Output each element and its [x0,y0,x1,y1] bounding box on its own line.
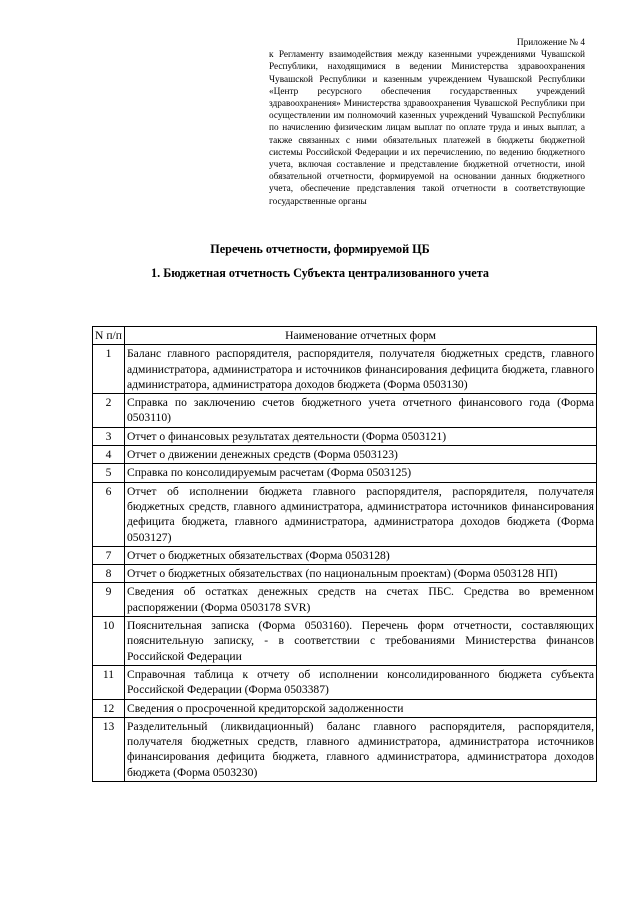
row-num: 1 [93,345,125,394]
row-name: Отчет о движении денежных средств (Форма 0503123) [125,446,597,464]
page-title: Перечень отчетности, формируемой ЦБ [210,242,430,256]
appendix-text: к Регламенту взаимодействия между казенными учреждениями Чувашской Республики, находящимися в ведении Министерства здравоохранения Чувашской Республики и казенным учреждением Чувашской Республики «Центр ресурсного обеспечения государственных учреждений здравоохранения» Министерства здравоохранения Чувашской Республики при осуществлении им полномочий казенных учреждений Чувашской Республики по начислению физическим лицам выплат по оплате труда и иных выплат, а также связанных с ними обязательных платежей в бюджеты бюджетной системы Российской Федерации и их перечислению, по ведению бюджетного учета, включая составление и представление бюджетной отчетности, иной обязательной отчетности, формируемой на основании данных бюджетного учета, обеспечение представления такой отчетности в соответствующие государственные органы [269,50,585,207]
row-name: Справка по консолидируемым расчетам (Форма 0503125) [125,464,597,482]
section-title: 1. Бюджетная отчетность Субъекта централизованного учета [151,266,489,280]
row-name: Отчет о бюджетных обязательствах (Форма 0503128) [125,546,597,564]
table-row [93,394,597,428]
row-num: 11 [93,665,125,699]
row-num: 2 [93,394,125,428]
row-name: Баланс главного распорядителя, распорядителя, получателя бюджетных средств, главного администратора, администратора и источников финансирования дефицита бюджета, главного администратора, администратора доходов бюджета (Форма 0503130) [125,345,597,394]
row-num: 9 [93,583,125,617]
table-row [93,617,597,666]
row-name: Справочная таблица к отчету об исполнении консолидированного бюджета субъекта Российской Федерации (Форма 0503387) [125,665,597,699]
table-row [93,446,597,464]
row-num: 4 [93,446,125,464]
row-num: 3 [93,427,125,445]
appendix-block [269,37,585,208]
row-num: 5 [93,464,125,482]
row-num: 8 [93,565,125,583]
row-name: Отчет о финансовых результатах деятельности (Форма 0503121) [125,427,597,445]
header-num: N п/п [93,327,125,345]
table-header-row [93,327,597,345]
table-row [93,482,597,546]
reports-table [92,326,597,782]
table-row [93,464,597,482]
appendix-title: Приложение № 4 [516,38,585,48]
row-name: Пояснительная записка (Форма 0503160). Перечень форм отчетности, составляющих пояснительную записку, - в соответствии с требованиями Министерства финансов Российской Федерации [125,617,597,666]
row-name: Сведения о просроченной кредиторской задолженности [125,699,597,717]
row-num: 6 [93,482,125,546]
row-num: 10 [93,617,125,666]
row-name: Разделительный (ликвидационный) баланс главного распорядителя, распорядителя, получателя бюджетных средств, главного администратора, администратора источников финансирования дефицита бюджета, главного администратора, администратора доходов бюджета (Форма 0503230) [125,717,597,781]
row-name: Сведения об остатках денежных средств на счетах ПБС. Средства во временном распоряжении (Форма 0503178 SVR) [125,583,597,617]
table-row [93,427,597,445]
row-num: 12 [93,699,125,717]
table-row [93,699,597,717]
row-num: 7 [93,546,125,564]
table-row [93,717,597,781]
row-num: 13 [93,717,125,781]
table-row [93,665,597,699]
row-name: Отчет о бюджетных обязательствах (по национальным проектам) (Форма 0503128 НП) [125,565,597,583]
table-row [93,345,597,394]
table-row [93,583,597,617]
row-name: Отчет об исполнении бюджета главного распорядителя, распорядителя, получателя бюджетных средств, главного администратора, администратора источников финансирования дефицита бюджета, главного администратора, администратора доходов бюджета (Форма 0503127) [125,482,597,546]
table-row [93,565,597,583]
row-name: Справка по заключению счетов бюджетного учета отчетного финансового года (Форма 0503110) [125,394,597,428]
header-name: Наименование отчетных форм [125,327,597,345]
table-row [93,546,597,564]
